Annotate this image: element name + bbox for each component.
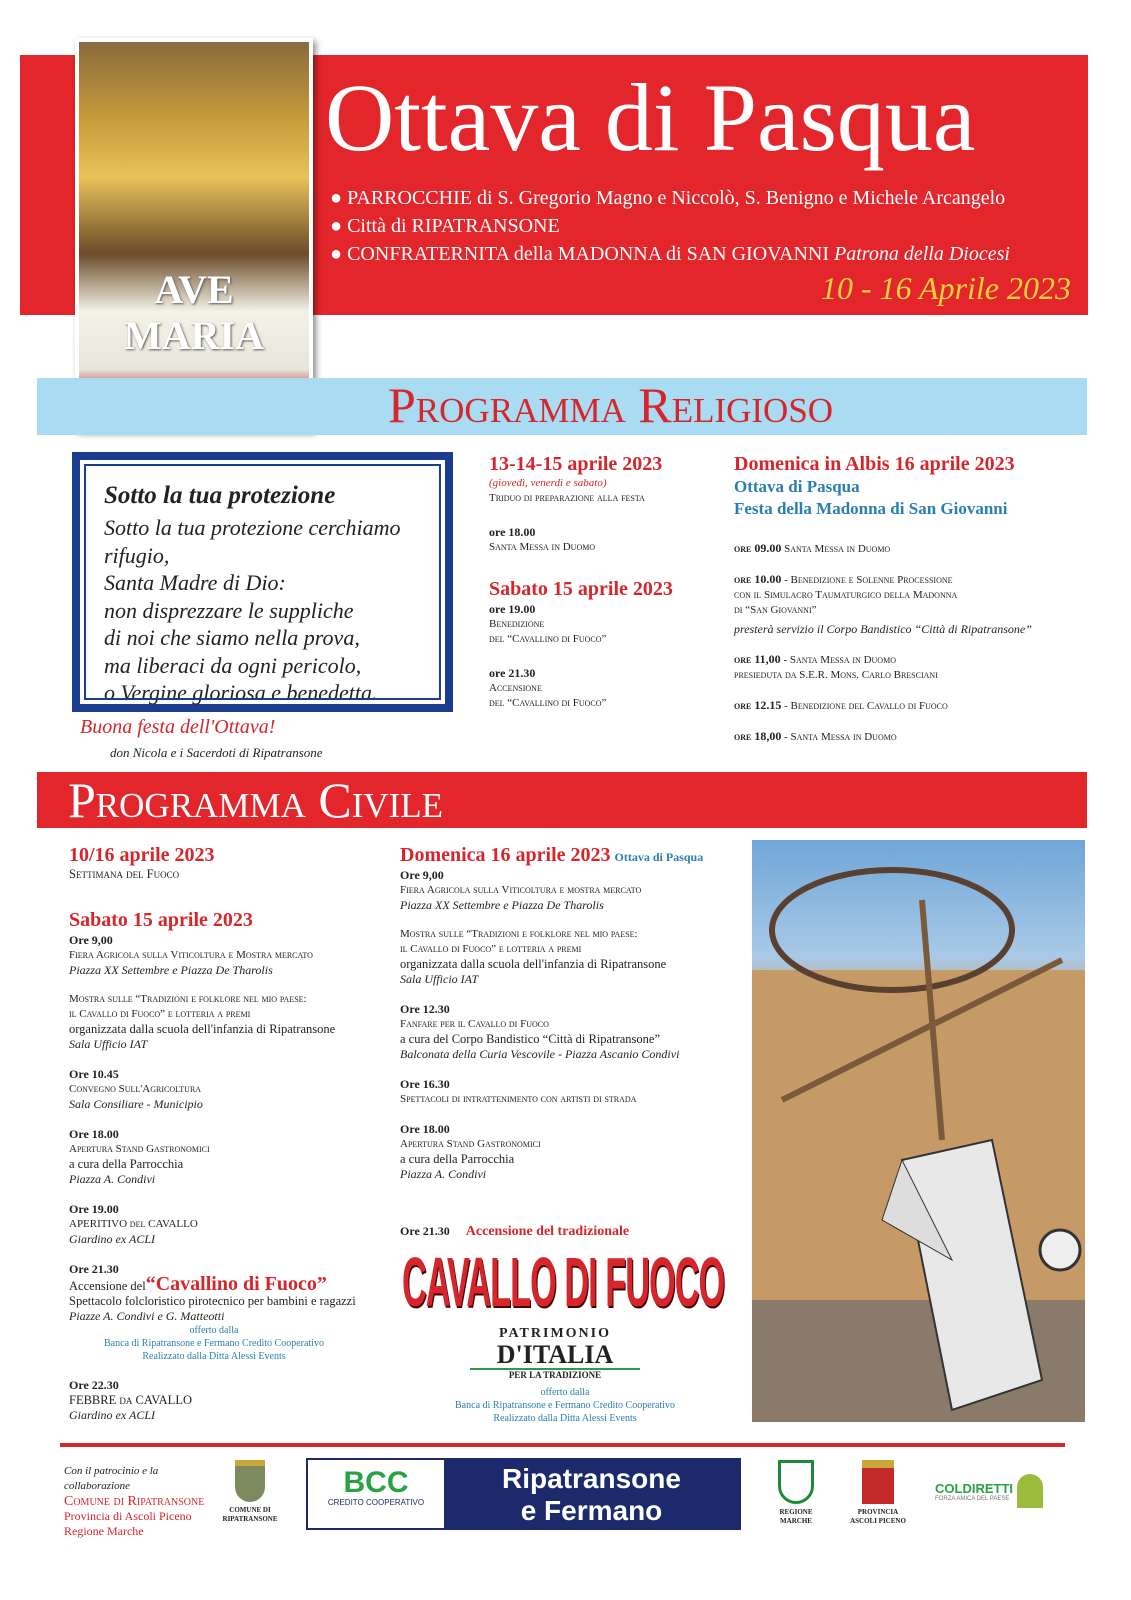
heading: Domenica 16 aprile 2023 Ottava di Pasqua [400, 844, 704, 866]
organizer: a cura della Parrocchia [69, 1157, 184, 1171]
patrimonio-logo [470, 1326, 640, 1380]
organizer: organizzata dalla scuola dell'infanzia di Ripatransone [69, 1022, 336, 1036]
footer-divider [60, 1443, 1065, 1447]
event [400, 1076, 745, 1107]
regione-shield-icon [778, 1460, 814, 1504]
civil-col-mid [400, 843, 745, 1240]
event [69, 1126, 379, 1187]
heading: Domenica in Albis 16 aprile 2023 [734, 453, 1015, 475]
religious-col-2 [734, 452, 1084, 759]
event: ore 18,00 - Santa Messa in Duomo [734, 729, 897, 743]
place: Piazza XX Settembre e Piazza De Tharolis [69, 963, 273, 977]
time: ore 18.00 [489, 525, 536, 539]
heading: Sabato 15 aprile 2023 [69, 909, 253, 931]
organizer-2: ● Città di RIPATRANSONE [330, 215, 560, 237]
bank-name-line: Ripatransone [502, 1463, 681, 1494]
prayer-title: Sotto la tua protezione [104, 482, 336, 509]
time: ore 21.30 [489, 666, 536, 680]
time: Ore 21.30 [69, 1262, 119, 1276]
logo-text: D'ITALIA [470, 1342, 640, 1370]
time: Ore 9,00 [69, 933, 113, 947]
page-title: Ottava di Pasqua [325, 64, 976, 171]
crest-icon [235, 1460, 265, 1502]
organizer: a cura della Parrocchia [400, 1152, 515, 1166]
time: Ore 18.00 [400, 1122, 450, 1136]
sponsor-block [69, 1324, 359, 1363]
event-title: Accensione del“Cavallino di Fuoco” [69, 1273, 327, 1295]
time: Ore 19.00 [69, 1202, 119, 1216]
desc: Benedizione [489, 618, 545, 630]
final-event: Ore 21.30 Accensione del tradizionale [400, 1224, 630, 1239]
bcc-banner [306, 1458, 741, 1530]
event [69, 1201, 379, 1247]
greeting: Buona festa dell'Ottava! [80, 716, 276, 738]
desc: il Cavallo di Fuoco” e lotteria a premi [400, 943, 582, 955]
bank-name-line: e Fermano [520, 1495, 663, 1526]
event: ore 11,00 - Santa Messa in Duomo presieduta da S.E.R. Mons. Carlo Bresciani [734, 652, 938, 681]
bank-name [444, 1460, 739, 1528]
place: Sala Consiliare - Municipio [69, 1097, 203, 1111]
prayer-line: Sotto la tua protezione cerchiamo rifugio, [104, 515, 401, 568]
sponsor: offerto dalla [540, 1387, 590, 1398]
civil-title: Programma Civile [68, 772, 444, 828]
civil-col-left [69, 843, 379, 1423]
comune-crest [222, 1460, 278, 1524]
place: Giardino ex ACLI [69, 1408, 155, 1422]
desc: Apertura Stand Gastronomici [400, 1138, 541, 1150]
provincia-label: PROVINCIA ASCOLI PICENO [850, 1508, 906, 1525]
logo-text: PER LA TRADIZIONE [508, 1370, 602, 1380]
event [69, 932, 379, 978]
desc: APERITIVO del CAVALLO [69, 1218, 198, 1230]
desc: Triduo di preparazione alla festa [489, 492, 645, 504]
heading: 10/16 aprile 2023 [69, 844, 215, 866]
crest-label: COMUNE DI RIPATRANSONE [222, 1506, 278, 1523]
coldiretti-text: COLDIRETTI [935, 1480, 1013, 1496]
desc: Convegno Sull'Agricoltura [69, 1083, 202, 1095]
bcc-logo [308, 1460, 444, 1528]
desc: il Cavallo di Fuoco” e lotteria a premi [69, 1008, 251, 1020]
event: ore 09.00 Santa Messa in Duomo [734, 541, 891, 555]
signature: don Nicola e i Sacerdoti di Ripatransone [110, 745, 323, 760]
desc: del “Cavallino di Fuoco” [489, 633, 607, 645]
sponsor: Realizzato dalla Ditta Alessi Events [142, 1351, 286, 1362]
prayer-line: o Vergine gloriosa e benedetta. [104, 680, 378, 705]
desc: Accensione [489, 682, 542, 694]
organizer: a cura del Corpo Bandistico “Città di Ripatransone” [400, 1032, 660, 1046]
time: Ore 18.00 [69, 1127, 119, 1141]
photo-text: MARIA [124, 313, 264, 358]
time: Ore 16.30 [400, 1077, 450, 1091]
organizer: organizzata dalla scuola dell'infanzia di Ripatransone [400, 957, 667, 971]
prayer-line: non disprezzare le suppliche [104, 597, 354, 623]
desc: del “Cavallino di Fuoco” [489, 697, 607, 709]
heading: 13-14-15 aprile 2023 [489, 453, 663, 475]
subheading: Festa della Madonna di San Giovanni [734, 499, 1008, 518]
bcc-text: BCC [343, 1466, 409, 1499]
comune-name: Comune di Ripatransone [64, 1494, 205, 1509]
event [69, 992, 379, 1052]
provincia-crest-icon [862, 1460, 894, 1504]
religious-col-1 [489, 452, 719, 711]
time: Ore 12.30 [400, 1002, 450, 1016]
fire-horse-illustration [752, 840, 1085, 1422]
regione-label: REGIONE MARCHE [779, 1508, 813, 1525]
event [69, 1066, 379, 1112]
sponsor: Banca di Ripatransone e Fermano Credito Cooperativo [104, 1338, 324, 1349]
desc: Settimana del Fuoco [69, 867, 180, 881]
sponsor: Banca di Ripatransone e Fermano Credito Cooperativo [455, 1400, 675, 1411]
place: Piazza A. Condivi [69, 1172, 156, 1186]
photo-text: AVE [154, 267, 234, 312]
desc: FEBBRE da CAVALLO [69, 1393, 192, 1407]
event: ore 10.00 - Benedizione e Solenne Processione con il Simulacro Taumaturgico della Madonna di “San Giovanni” presterà servizio il Corpo Bandistico “Città di Ripatransone” [734, 572, 1032, 636]
provincia-logo [846, 1460, 910, 1526]
prayer-line: di noi che siamo nella prova, [104, 625, 360, 650]
event-dates: 10 - 16 Aprile 2023 [820, 270, 1071, 306]
event [400, 1001, 745, 1062]
prayer-box [72, 452, 453, 712]
sponsor: Realizzato dalla Ditta Alessi Events [493, 1413, 637, 1424]
subheading: (giovedì, venerdì e sabato) [489, 477, 607, 489]
regione-name: Regione Marche [64, 1524, 144, 1538]
time: Ore 10.45 [69, 1067, 119, 1081]
event: ore 12.15 - Benedizione del Cavallo di Fuoco [734, 698, 948, 712]
desc: Spettacolo folcloristico pirotecnico per bambini e ragazzi [69, 1294, 356, 1308]
desc: Fanfare per il Cavallo di Fuoco [400, 1018, 549, 1030]
sponsor-block [400, 1386, 730, 1425]
sponsor: offerto dalla [189, 1325, 239, 1336]
place: Sala Ufficio IAT [69, 1037, 148, 1051]
desc: Santa Messa in Duomo [489, 541, 596, 553]
provincia-name: Provincia di Ascoli Piceno [64, 1509, 192, 1523]
coldiretti-emblem-icon [1017, 1474, 1043, 1508]
coldiretti-subtext: FORZA AMICA DEL PAESE [935, 1495, 1010, 1502]
place: Piazze A. Condivi e G. Matteotti [69, 1309, 225, 1323]
logo-text: PATRIMONIO [498, 1326, 612, 1341]
patronage-block [64, 1464, 214, 1539]
bcc-subtext: CREDITO COOPERATIVO [327, 1498, 425, 1507]
place: Balconata della Curia Vescovile - Piazza Ascanio Condivi [400, 1047, 680, 1061]
event-list [400, 867, 745, 1182]
religious-title: Programma Religioso [388, 377, 834, 433]
madonna-photo [75, 38, 313, 431]
regione-marche-logo [768, 1460, 824, 1526]
cavallo-photo [752, 840, 1085, 1422]
place: Sala Ufficio IAT [400, 972, 479, 986]
coldiretti-logo [935, 1474, 1065, 1508]
cavallo-di-fuoco-title: CAVALLO DI FUOCO [402, 1243, 725, 1321]
event [400, 867, 745, 913]
subheading: Ottava di Pasqua [734, 477, 860, 496]
desc: Mostra sulle “Tradizioni e folklore nel mio paese: [400, 928, 638, 940]
desc: Mostra sulle “Tradizioni e folklore nel mio paese: [69, 993, 307, 1005]
time: Ore 9,00 [400, 868, 444, 882]
prayer-line: Santa Madre di Dio: [104, 570, 286, 595]
prayer-line: ma liberaci da ogni pericolo, [104, 652, 362, 678]
time: ore 19.00 [489, 602, 536, 616]
time: Ore 22.30 [69, 1378, 119, 1392]
patronage-text: Con il patrocinio e la collaborazione [64, 1465, 159, 1492]
event-list [69, 932, 379, 1247]
desc: Fiera Agricola sulla Viticoltura e mostra mercato [400, 884, 642, 896]
place: Giardino ex ACLI [69, 1232, 155, 1246]
place: Piazza XX Settembre e Piazza De Tharolis [400, 898, 604, 912]
desc: Fiera Agricola sulla Viticoltura e Mostra mercato [69, 949, 313, 961]
heading: Sabato 15 aprile 2023 [489, 578, 673, 600]
desc: Apertura Stand Gastronomici [69, 1143, 210, 1155]
desc: Spettacoli di intrattenimento con artisti di strada [400, 1093, 637, 1105]
event [400, 927, 745, 987]
organizer-3: ● CONFRATERNITA della MADONNA di SAN GIOVANNI Patrona della Diocesi [330, 243, 1010, 265]
event [400, 1121, 745, 1182]
place: Piazza A. Condivi [400, 1167, 487, 1181]
organizer-1: ● PARROCCHIE di S. Gregorio Magno e Niccolò, S. Benigno e Michele Arcangelo [330, 187, 1006, 209]
